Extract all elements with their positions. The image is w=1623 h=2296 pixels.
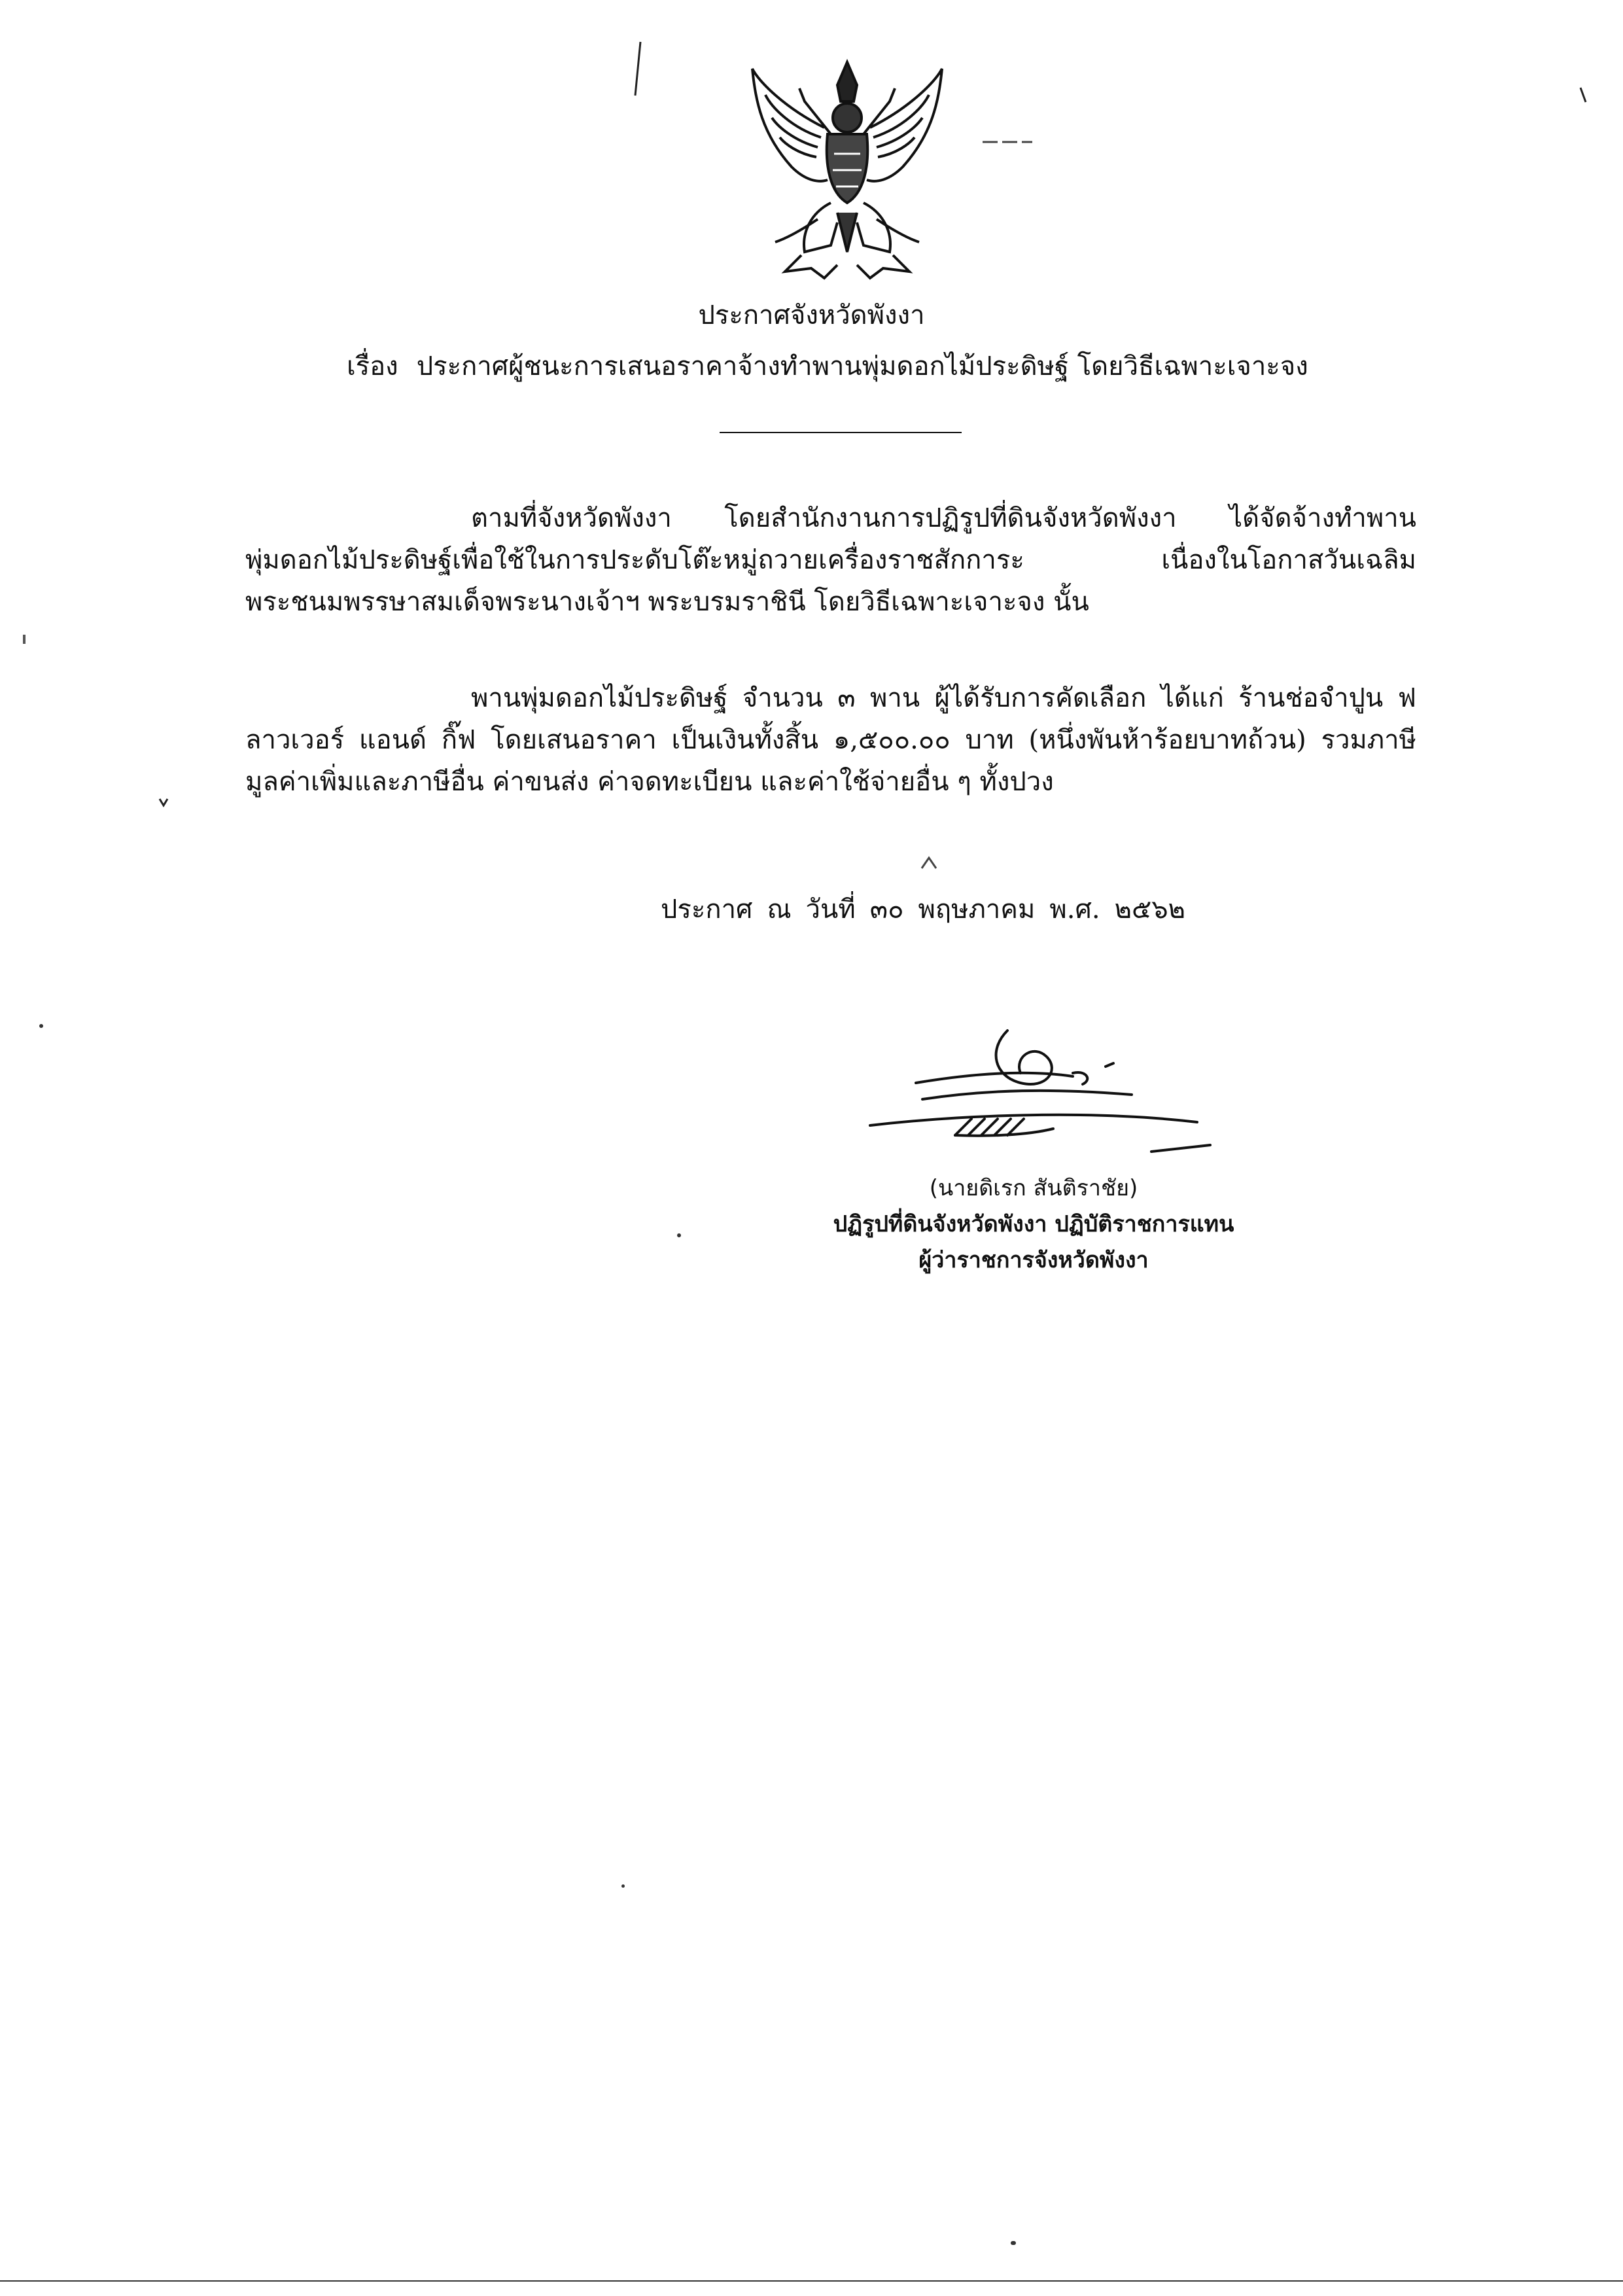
scan-artifact — [157, 795, 170, 808]
date-era: พ.ศ. — [1049, 894, 1100, 925]
date-day-label: วันที่ — [805, 894, 856, 925]
scan-artifact — [631, 39, 644, 98]
scan-artifact — [1577, 85, 1590, 105]
signatory-name: (นายดิเรก สันติราชัย) — [929, 1175, 1138, 1201]
scan-artifact — [39, 1024, 43, 1028]
subject-label: เรื่อง — [347, 351, 398, 381]
subject-line — [347, 347, 1393, 386]
date-on: ณ — [767, 894, 792, 925]
document-title: ประกาศจังหวัดพังงา — [698, 300, 925, 330]
scan-artifact — [1011, 2241, 1016, 2245]
scan-artifact — [23, 635, 26, 644]
announcement-date — [661, 890, 1200, 929]
date-month: พฤษภาคม — [918, 894, 1036, 925]
scan-artifact — [621, 1884, 625, 1888]
body-paragraph-2: พานพุ่มดอกไม้ประดิษฐ์ จำนวน ๓ พาน ผู้ได้รับการคัดเลือก ได้แก่ ร้านช่อจำปูน ฟลาวเวอร์ แอนด์ กิ๊ฟ โดยเสนอราคา เป็นเงินทั้งสิ้น ๑,๕๐๐.๐๐ บาท (หนึ่งพันห้าร้อยบาทถ้วน) รวมภาษีมูลค่าเพิ่มและภาษีอื่น ค่าขนส่ง ค่าจดทะเบียน และค่าใช้จ่ายอื่น ๆ ทั้งปวง — [245, 683, 1416, 797]
scan-artifact — [981, 139, 1034, 145]
handwritten-signature — [857, 1011, 1249, 1155]
scan-artifact — [919, 854, 939, 871]
garuda-emblem-icon — [739, 56, 955, 291]
body-paragraph-1: ตามที่จังหวัดพังงา โดยสำนักงานการปฏิรูปที่ดินจังหวัดพังงา ได้จัดจ้างทำพานพุ่มดอกไม้ประดิษฐ์เพื่อใช้ในการประดับโต๊ะหมู่ถวายเครื่องราชสักการะ เนื่องในโอกาสวันเฉลิมพระชนมพรรษาสมเด็จพระนางเจ้าฯ พระบรมราชินี โดยวิธีเฉพาะเจาะจง นั้น — [245, 503, 1416, 617]
signatory-position-line-1: ปฏิรูปที่ดินจังหวัดพังงา ปฏิบัติราชการแทน — [833, 1211, 1234, 1237]
date-day: ๓๐ — [869, 894, 904, 925]
date-year: ๒๕๖๒ — [1114, 894, 1185, 925]
page-bottom-edge — [0, 2280, 1623, 2282]
date-prefix: ประกาศ — [661, 894, 753, 925]
signatory-position-line-2: ผู้ว่าราชการจังหวัดพังงา — [918, 1247, 1149, 1273]
scan-artifact — [677, 1233, 681, 1237]
subject-text: ประกาศผู้ชนะการเสนอราคาจ้างทำพานพุ่มดอกไม้ประดิษฐ์ โดยวิธีเฉพาะเจาะจง — [416, 351, 1308, 381]
title-divider — [720, 432, 962, 433]
